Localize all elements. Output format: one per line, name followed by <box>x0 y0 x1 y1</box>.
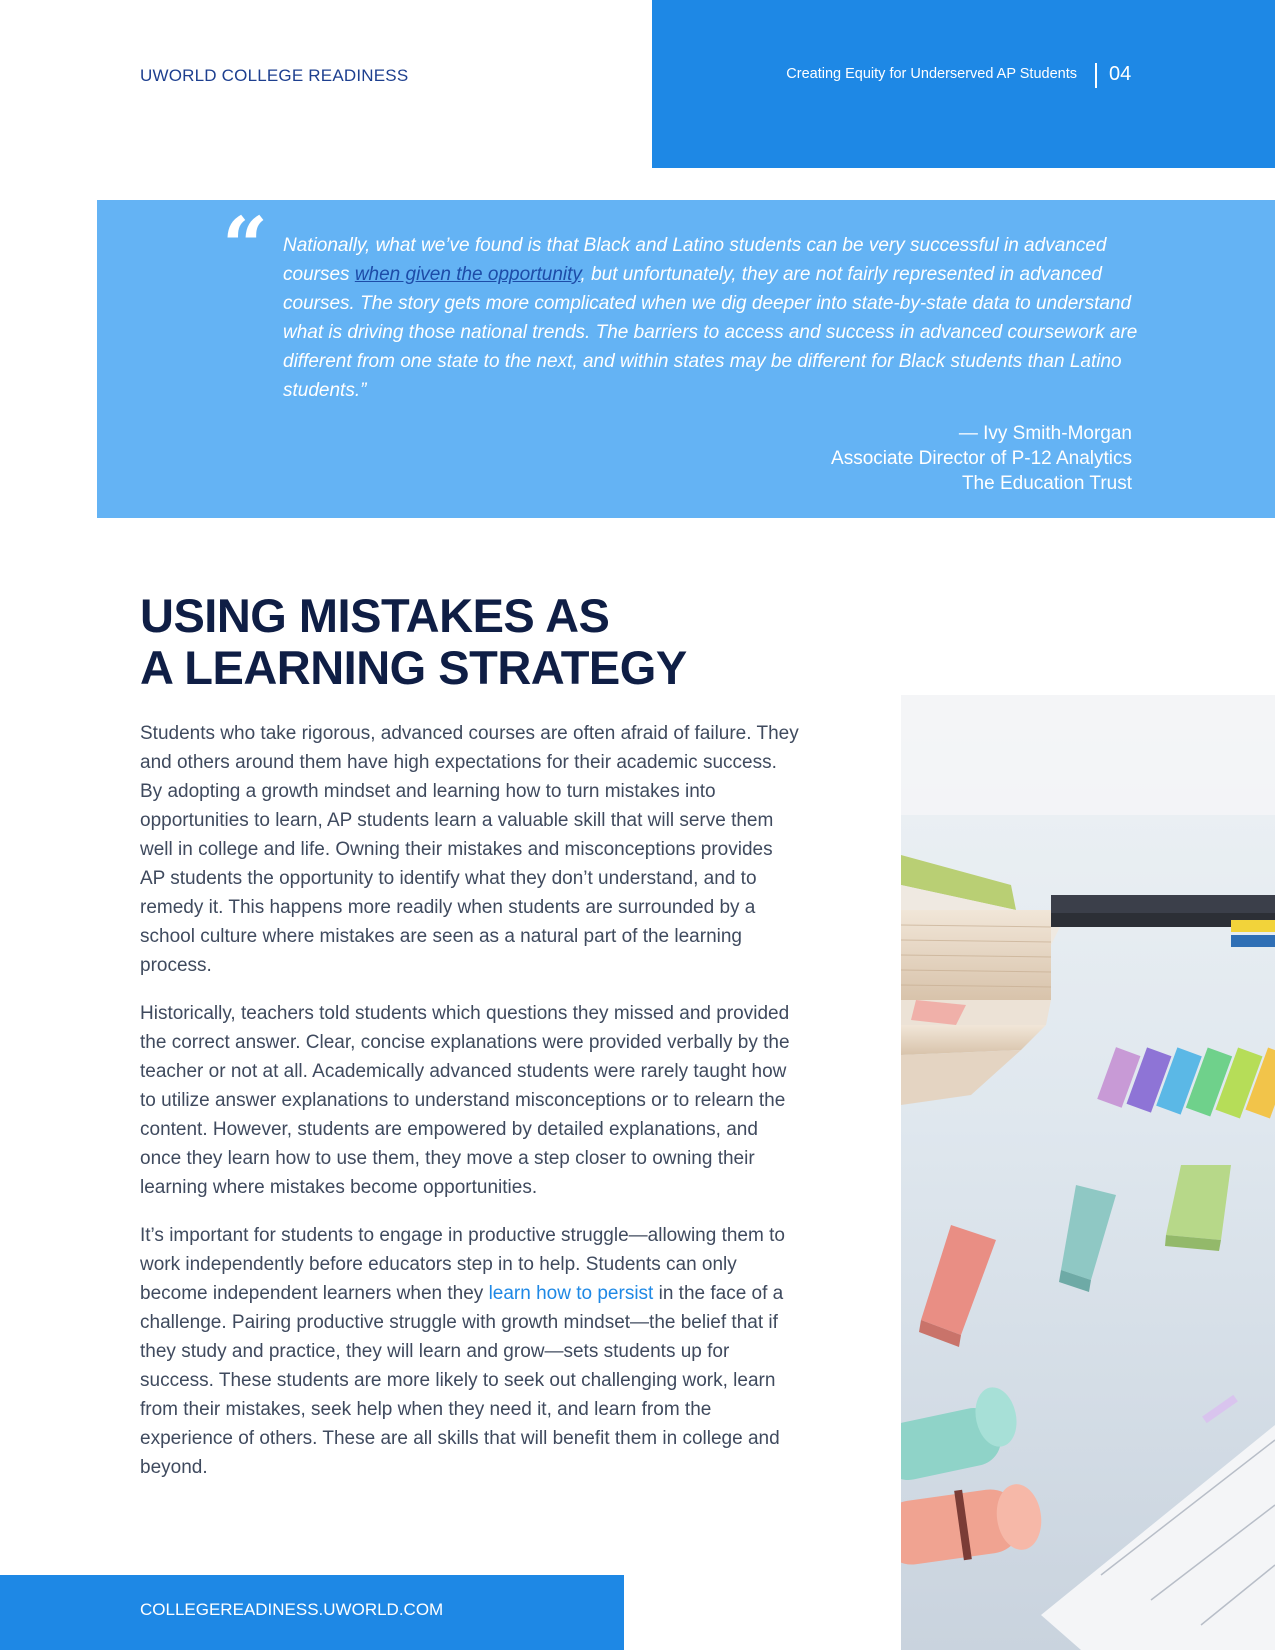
quote-attribution <box>831 421 1132 496</box>
section-heading <box>140 590 687 694</box>
attribution-role: Associate Director of P-12 Analytics <box>831 448 1132 469</box>
body-paragraph-3 <box>140 1221 800 1482</box>
heading-line-2: A LEARNING STRATEGY <box>140 641 687 694</box>
body-paragraph-1: Students who take rigorous, advanced courses are often afraid of failure. They and others around them have high expectations for their academic success. By adopting a growth mindset and learning how to turn mistakes into opportunities to learn, AP students learn a valuable skill that will serve them well in college and life. Owning their mistakes and misconceptions provides AP students the opportunity to identify what they don’t understand, and to remedy it. This happens more readily when students are surrounded by a school culture where mistakes are seen as a natural part of the learning process. <box>140 723 799 976</box>
page-number: 04 <box>1109 63 1132 85</box>
body-paragraph-2: Historically, teachers told students which questions they missed and provided the correct answer. Clear, concise explanations were provided verbally by the teacher or not at all. Academically advanced students were rarely taught how to utilize answer explanations to understand misconceptions or to relearn the content. However, students are empowered by detailed explanations, and once they learn how to use them, they move a step closer to owning their learning where mistakes become opportunities. <box>140 1003 790 1198</box>
attribution-organization: The Education Trust <box>961 473 1132 494</box>
brand-name: UWORLD COLLEGE READINESS <box>140 66 409 85</box>
quote-opportunity-link[interactable]: when given the opportunity <box>354 264 581 285</box>
attribution-name: — Ivy Smith-Morgan <box>958 423 1132 444</box>
article-body <box>140 719 800 1501</box>
study-supplies-photo <box>901 695 1275 1650</box>
quote-text-start: Nationally, what we’ve found is that Black and Latino students can be very successful in advanced courses <box>283 235 1107 285</box>
footer-website-link[interactable]: COLLEGEREADINESS.UWORLD.COM <box>140 1600 444 1619</box>
paragraph-3-start: It’s important for students to engage in productive struggle—allowing them to work independently before educators step in to help. Students can only become independent learners when they <box>140 1225 785 1304</box>
learn-how-to-persist-link[interactable]: learn how to persist <box>488 1283 654 1304</box>
quote-mark-icon: “ <box>222 199 269 293</box>
page-number-divider <box>1095 63 1097 88</box>
header-band <box>652 0 1275 168</box>
pull-quote-text <box>283 231 1143 405</box>
paragraph-3-end: in the face of a challenge. Pairing productive struggle with growth mindset—the belief that if they study and practice, they will learn and grow—sets students up for success. These students are more likely to seek out challenging work, learn from their mistakes, seek help when they need it, and learn from the experience of others. These are all skills that will benefit them in college and beyond. <box>140 1283 784 1478</box>
document-title: Creating Equity for Underserved AP Students <box>786 66 1077 82</box>
quote-text-end: , but unfortunately, they are not fairly represented in advanced courses. The story gets more complicated when we dig deeper into state-by-state data to understand what is driving those national trends. The barriers to access and success in advanced coursework are different from one state to the next, and within states may be different for Black students than Latino students.” <box>283 264 1138 401</box>
heading-line-1: USING MISTAKES AS <box>140 589 610 642</box>
photo-illustration <box>901 695 1275 1650</box>
